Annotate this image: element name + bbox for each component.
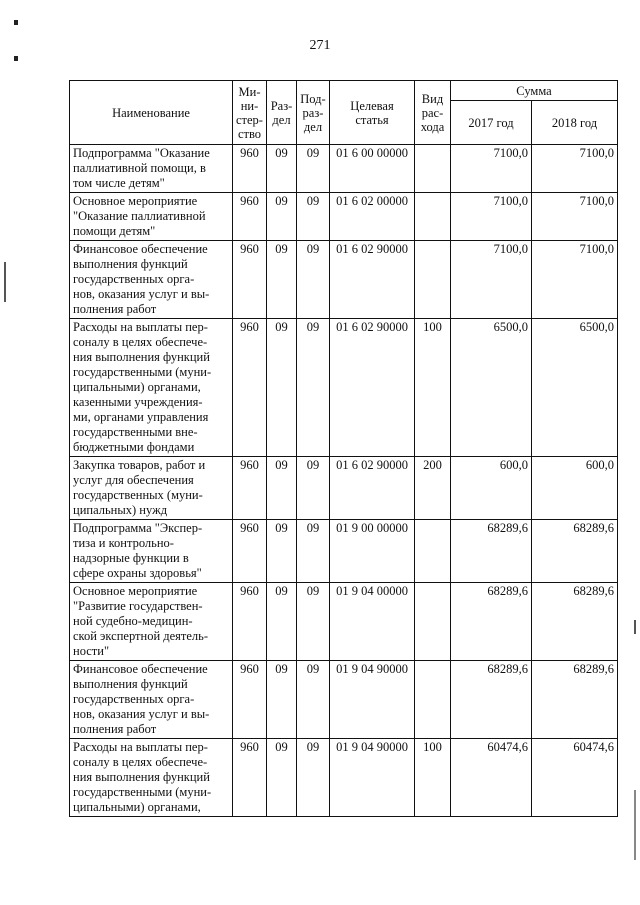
cell-sum-2017: 7100,0 — [451, 241, 532, 319]
cell-sum-2017: 68289,6 — [451, 583, 532, 661]
cell-subsection: 09 — [297, 457, 330, 520]
scan-edge-mark — [634, 620, 636, 634]
cell-sum-2018: 7100,0 — [532, 145, 618, 193]
cell-ministry: 960 — [233, 520, 267, 583]
scan-edge-mark — [4, 262, 6, 302]
header-expense-type: Вид рас- хода — [415, 81, 451, 145]
cell-subsection: 09 — [297, 583, 330, 661]
scan-edge-mark — [634, 790, 636, 860]
scan-dot — [14, 20, 18, 25]
cell-sum-2018: 68289,6 — [532, 661, 618, 739]
cell-sum-2018: 68289,6 — [532, 583, 618, 661]
cell-subsection: 09 — [297, 520, 330, 583]
cell-ministry: 960 — [233, 319, 267, 457]
table-row — [70, 661, 618, 739]
cell-sum-2017: 6500,0 — [451, 319, 532, 457]
cell-sum-2018: 7100,0 — [532, 241, 618, 319]
cell-expense-type — [415, 145, 451, 193]
cell-ministry: 960 — [233, 739, 267, 817]
table-row — [70, 193, 618, 241]
cell-name: Основное мероприятие "Оказание паллиативной помощи детям" — [70, 193, 233, 241]
cell-target: 01 6 02 90000 — [330, 457, 415, 520]
cell-expense-type: 200 — [415, 457, 451, 520]
cell-sum-2017: 7100,0 — [451, 145, 532, 193]
cell-name: Подпрограмма "Оказание паллиативной помощи, в том числе детям" — [70, 145, 233, 193]
cell-target: 01 9 00 00000 — [330, 520, 415, 583]
cell-target: 01 6 02 90000 — [330, 241, 415, 319]
cell-section: 09 — [267, 319, 297, 457]
cell-subsection: 09 — [297, 193, 330, 241]
table-row — [70, 583, 618, 661]
cell-section: 09 — [267, 661, 297, 739]
cell-ministry: 960 — [233, 241, 267, 319]
cell-section: 09 — [267, 583, 297, 661]
cell-ministry: 960 — [233, 457, 267, 520]
cell-name: Подпрограмма "Экспер- тиза и контрольно- надзорные функции в сфере охраны здоровья" — [70, 520, 233, 583]
cell-section: 09 — [267, 193, 297, 241]
cell-target: 01 6 00 00000 — [330, 145, 415, 193]
cell-sum-2018: 60474,6 — [532, 739, 618, 817]
header-target: Целевая статья — [330, 81, 415, 145]
cell-sum-2017: 7100,0 — [451, 193, 532, 241]
table-row — [70, 520, 618, 583]
cell-target: 01 9 04 00000 — [330, 583, 415, 661]
cell-section: 09 — [267, 145, 297, 193]
table-row — [70, 319, 618, 457]
header-ministry: Ми- ни- стер- ство — [233, 81, 267, 145]
cell-sum-2018: 68289,6 — [532, 520, 618, 583]
cell-sum-2017: 68289,6 — [451, 520, 532, 583]
cell-name: Расходы на выплаты пер- соналу в целях обеспече- ния выполнения функций государственными (муни- ципальными) органами, — [70, 739, 233, 817]
header-subsection: Под- раз- дел — [297, 81, 330, 145]
cell-subsection: 09 — [297, 739, 330, 817]
cell-name: Основное мероприятие "Развитие государствен- ной судебно-медицин- ской экспертной деятель- ности" — [70, 583, 233, 661]
page-number: 271 — [309, 38, 331, 53]
cell-name: Расходы на выплаты пер- соналу в целях обеспече- ния выполнения функций государственными (муни- ципальными) органами, казенными учреждения- ми, органами управления государственными вне- бюджетными фондами — [70, 319, 233, 457]
table-row — [70, 739, 618, 817]
header-sum: Сумма — [451, 81, 618, 101]
cell-section: 09 — [267, 739, 297, 817]
header-year-2018: 2018 год — [532, 101, 618, 145]
header-section: Раз- дел — [267, 81, 297, 145]
cell-target: 01 9 04 90000 — [330, 739, 415, 817]
cell-expense-type — [415, 583, 451, 661]
cell-subsection: 09 — [297, 319, 330, 457]
table-row — [70, 457, 618, 520]
cell-section: 09 — [267, 457, 297, 520]
header-name: Наименование — [70, 81, 233, 145]
cell-expense-type — [415, 193, 451, 241]
budget-table — [69, 80, 618, 817]
cell-sum-2017: 68289,6 — [451, 661, 532, 739]
cell-ministry: 960 — [233, 583, 267, 661]
cell-sum-2018: 600,0 — [532, 457, 618, 520]
scan-dot — [14, 56, 18, 61]
cell-expense-type: 100 — [415, 319, 451, 457]
cell-target: 01 9 04 90000 — [330, 661, 415, 739]
cell-expense-type — [415, 520, 451, 583]
table-row — [70, 241, 618, 319]
table-row — [70, 145, 618, 193]
cell-ministry: 960 — [233, 193, 267, 241]
cell-expense-type — [415, 241, 451, 319]
cell-expense-type: 100 — [415, 739, 451, 817]
cell-target: 01 6 02 90000 — [330, 319, 415, 457]
cell-target: 01 6 02 00000 — [330, 193, 415, 241]
cell-name: Финансовое обеспечение выполнения функций государственных орга- нов, оказания услуг и вы- полнения работ — [70, 241, 233, 319]
cell-ministry: 960 — [233, 661, 267, 739]
cell-section: 09 — [267, 520, 297, 583]
cell-sum-2017: 600,0 — [451, 457, 532, 520]
cell-sum-2018: 7100,0 — [532, 193, 618, 241]
header-year-2017: 2017 год — [451, 101, 532, 145]
cell-expense-type — [415, 661, 451, 739]
cell-name: Закупка товаров, работ и услуг для обеспечения государственных (муни- ципальных) нужд — [70, 457, 233, 520]
cell-section: 09 — [267, 241, 297, 319]
cell-name: Финансовое обеспечение выполнения функций государственных орга- нов, оказания услуг и вы- полнения работ — [70, 661, 233, 739]
cell-subsection: 09 — [297, 661, 330, 739]
cell-ministry: 960 — [233, 145, 267, 193]
cell-subsection: 09 — [297, 241, 330, 319]
cell-subsection: 09 — [297, 145, 330, 193]
cell-sum-2018: 6500,0 — [532, 319, 618, 457]
cell-sum-2017: 60474,6 — [451, 739, 532, 817]
